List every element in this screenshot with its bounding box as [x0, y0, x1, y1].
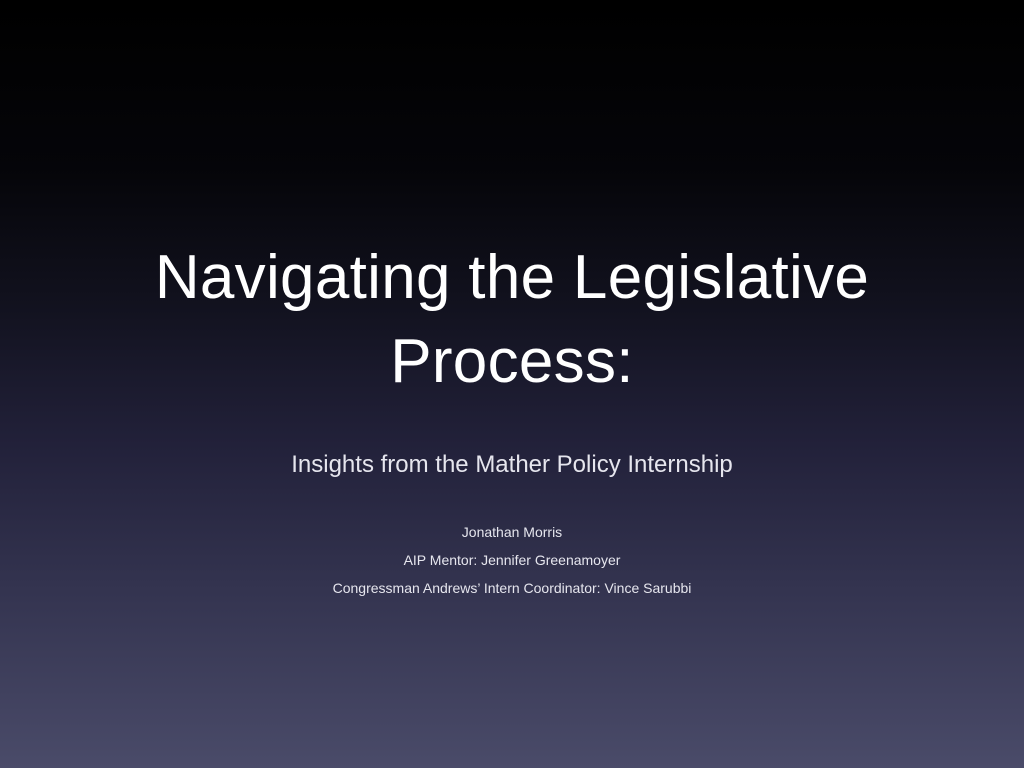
- credits-list: [60, 518, 964, 602]
- slide-title: [60, 236, 964, 404]
- credit-mentor: AIP Mentor: Jennifer Greenamoyer: [403, 552, 621, 568]
- credit-author: Jonathan Morris: [461, 524, 563, 540]
- credit-coordinator: Congressman Andrews’ Intern Coordinator: Vince Sarubbi: [332, 580, 692, 596]
- slide-title-line-2: Process:: [390, 327, 634, 396]
- slide-title-line-1: Navigating the Legislative: [154, 243, 870, 312]
- slide-subtitle: Insights from the Mather Policy Internship: [291, 451, 733, 478]
